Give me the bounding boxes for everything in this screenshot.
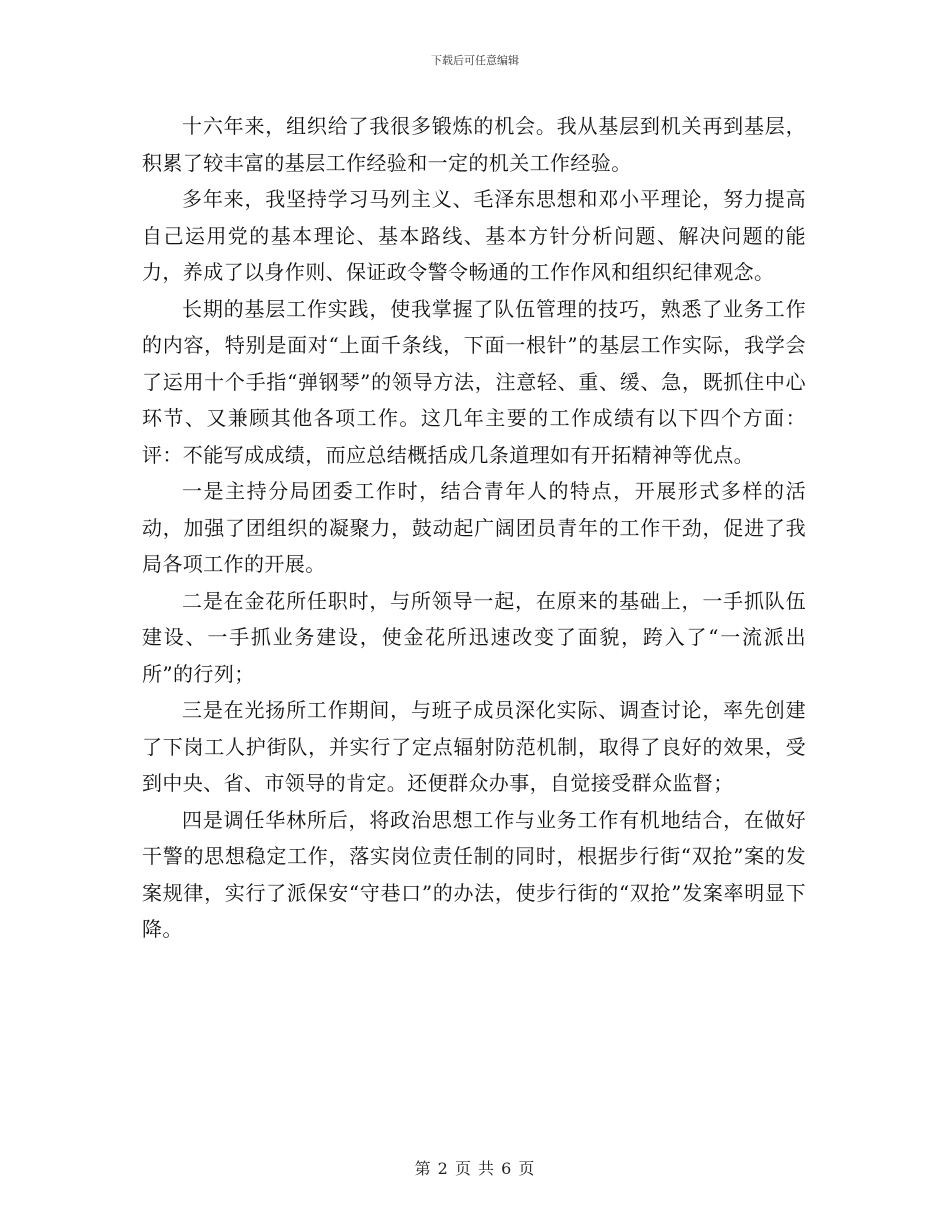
paragraph-5: 二是在金花所任职时，与所领导一起，在原来的基础上，一手抓队伍建设、一手抓业务建设，使金花所迅速改变了面貌，跨入了“一流派出所”的行列；	[142, 588, 806, 686]
page-number: 第 2 页 共 6 页	[414, 1159, 536, 1178]
paragraph-6: 三是在光扬所工作期间，与班子成员深化实际、调查讨论，率先创建了下岗工人护街队，并实行了定点辐射防范机制，取得了良好的效果，受到中央、省、市领导的肯定。还便群众办事，自觉接受群众监督；	[142, 698, 806, 795]
document-body	[142, 108, 806, 948]
paragraph-1: 十六年来，组织给了我很多锻炼的机会。我从基层到机关再到基层，积累了较丰富的基层工作经验和一定的机关工作经验。	[142, 114, 806, 175]
paragraph-3: 长期的基层工作实践，使我掌握了队伍管理的技巧，熟悉了业务工作的内容，特别是面对“上面千条线，下面一根针”的基层工作实际，我学会了运用十个手指“弹钢琴”的领导方法，注意轻、重、缓、急，既抓住中心环节、又兼顾其他各项工作。这几年主要的工作成绩有以下四个方面：评：不能写成成绩，而应总结概括成几条道理如有开拓精神等优点。	[142, 296, 806, 467]
page-header: 下载后可任意编辑	[431, 54, 519, 67]
paragraph-4: 一是主持分局团委工作时，结合青年人的特点，开展形式多样的活动，加强了团组织的凝聚力，鼓动起广阔团员青年的工作干劲，促进了我局各项工作的开展。	[142, 479, 806, 576]
paragraph-7: 四是调任华林所后，将政治思想工作与业务工作有机地结合，在做好干警的思想稳定工作，落实岗位责任制的同时，根据步行街“双抢”案的发案规律，实行了派保安“守巷口”的办法，使步行街的“双抢”发案率明显下降。	[142, 807, 806, 941]
paragraph-2: 多年来，我坚持学习马列主义、毛泽东思想和邓小平理论，努力提高自己运用党的基本理论、基本路线、基本方针分析问题、解决问题的能力，养成了以身作则、保证政令警令畅通的工作作风和组织纪律观念。	[142, 187, 806, 284]
